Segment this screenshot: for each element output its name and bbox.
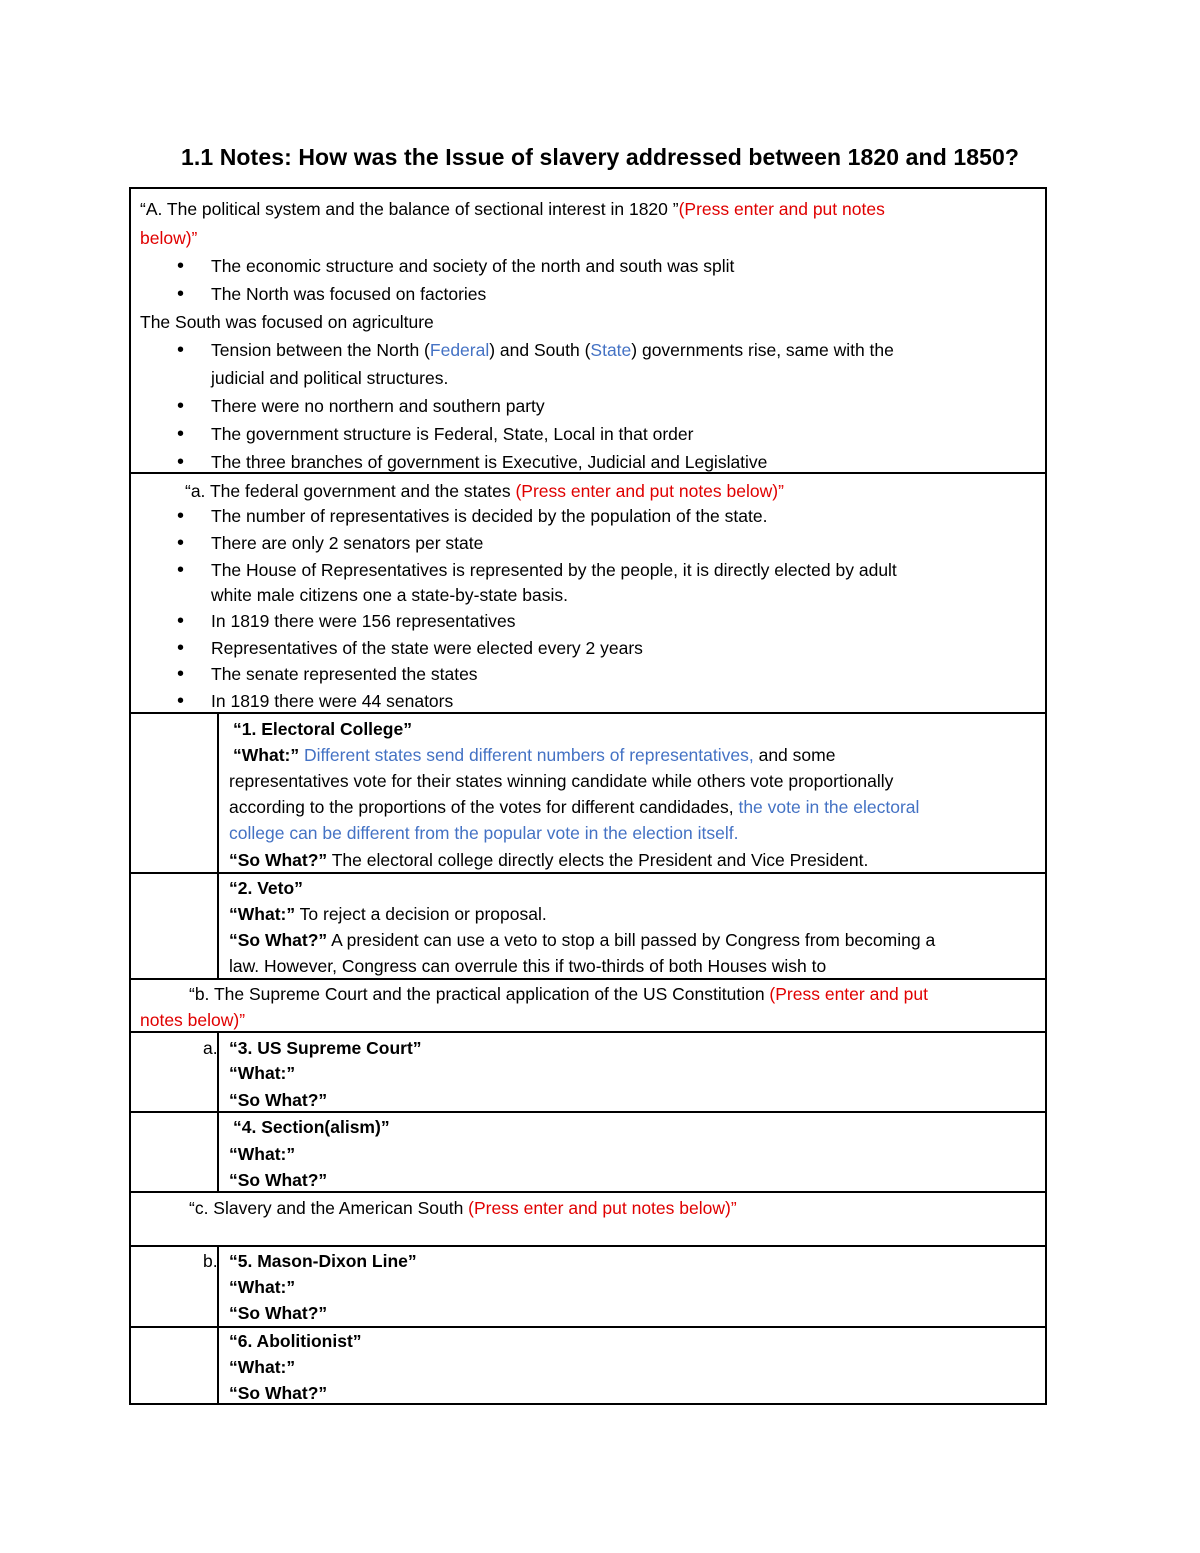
list-item: • In 1819 there were 156 representatives xyxy=(211,608,516,634)
note-text: To reject a decision or proposal. xyxy=(295,904,547,924)
note-text: The electoral college directly elects the President and Vice President. xyxy=(327,850,869,870)
section-b-prompt: (Press enter and put xyxy=(769,984,928,1004)
term-3-heading[interactable]: “3. US Supreme Court” xyxy=(229,1038,422,1058)
what-label: “What:” xyxy=(233,745,300,765)
state-highlight: State xyxy=(590,340,632,360)
section-a-prompt-cont: below)” xyxy=(140,228,198,248)
term-2-what xyxy=(229,901,547,927)
what-label: “What:” xyxy=(229,1277,296,1297)
list-item: • In 1819 there were 44 senators xyxy=(211,688,453,714)
blue-note: Different states send different numbers of representatives, xyxy=(303,745,754,765)
term-4-heading[interactable]: “4. Section(alism)” xyxy=(233,1117,390,1137)
term-1-what xyxy=(233,742,835,768)
page-title: 1.1 Notes: How was the Issue of slavery addressed between 1820 and 1850? xyxy=(180,144,1020,170)
section-small-a-title: “a. The federal government and the states xyxy=(185,481,516,501)
tension-text: ) and South ( xyxy=(489,340,591,360)
note-text: A president can use a veto to stop a bill passed by Congress from becoming a xyxy=(327,930,936,950)
term-6-heading[interactable]: “6. Abolitionist” xyxy=(229,1331,362,1351)
term-1-heading[interactable]: “1. Electoral College” xyxy=(233,719,412,739)
row-divider xyxy=(129,1245,1047,1247)
note-line: representatives vote for their states winning candidate while others vote proportionally xyxy=(229,771,894,791)
section-c-prompt: (Press enter and put notes below)” xyxy=(468,1198,737,1218)
list-item: • The government structure is Federal, State, Local in that order xyxy=(211,421,693,447)
term-5-heading[interactable]: “5. Mason-Dixon Line” xyxy=(229,1251,417,1271)
list-item: • The number of representatives is decided by the population of the state. xyxy=(211,503,767,529)
note-text: according to the proportions of the votes for different candidades, xyxy=(229,797,739,817)
what-label: “What:” xyxy=(229,1063,296,1083)
section-small-a-heading[interactable] xyxy=(185,478,784,504)
sowhat-label: “So What?” xyxy=(229,1303,328,1323)
list-item-cont: judicial and political structures. xyxy=(211,368,449,388)
list-item: • There are only 2 senators per state xyxy=(211,530,483,556)
section-b-prompt-cont: notes below)” xyxy=(140,1010,246,1030)
federal-highlight: Federal xyxy=(429,340,490,360)
section-a-heading[interactable] xyxy=(140,196,885,222)
sowhat-label: “So What?” xyxy=(229,850,328,870)
list-item: • The North was focused on factories xyxy=(211,281,486,307)
what-label: “What:” xyxy=(229,1144,296,1164)
list-marker: b. xyxy=(203,1251,218,1271)
list-item: • The House of Representatives is represented by the people, it is directly elected by adult xyxy=(211,557,897,583)
tension-text: Tension between the North ( xyxy=(211,340,430,360)
list-item: • The senate represented the states xyxy=(211,661,478,687)
blue-note: college can be different from the popular vote in the election itself. xyxy=(229,823,739,843)
section-b-title: “b. The Supreme Court and the practical application of the US Constitution xyxy=(189,984,770,1004)
section-small-a-prompt: (Press enter and put notes below)” xyxy=(515,481,784,501)
note-text: and some xyxy=(753,745,836,765)
note-line: law. However, Congress can overrule this if two-thirds of both Houses wish to xyxy=(229,956,827,976)
section-a-title: “A. The political system and the balance of sectional interest in 1820 ” xyxy=(140,199,679,219)
section-b-heading[interactable] xyxy=(189,981,928,1007)
row-divider xyxy=(129,1031,1047,1033)
column-divider xyxy=(217,712,219,978)
sowhat-label: “So What?” xyxy=(229,930,328,950)
list-item: • The economic structure and society of the north and south was split xyxy=(211,253,734,279)
section-c-heading[interactable] xyxy=(189,1195,737,1221)
list-item: • There were no northern and southern party xyxy=(211,393,545,419)
sowhat-label: “So What?” xyxy=(229,1383,328,1403)
section-a-prompt: (Press enter and put notes xyxy=(678,199,885,219)
list-item-cont: white male citizens one a state-by-state basis. xyxy=(211,585,568,605)
term-2-heading[interactable]: “2. Veto” xyxy=(229,878,303,898)
what-label: “What:” xyxy=(229,904,296,924)
sowhat-label: “So What?” xyxy=(229,1090,328,1110)
what-label: “What:” xyxy=(229,1357,296,1377)
plain-note: The South was focused on agriculture xyxy=(140,312,434,332)
term-2-sowhat xyxy=(229,927,935,953)
sowhat-label: “So What?” xyxy=(229,1170,328,1190)
blue-note: the vote in the electoral xyxy=(738,797,920,817)
note-line xyxy=(229,794,919,820)
list-item: • Representatives of the state were elected every 2 years xyxy=(211,635,643,661)
list-item xyxy=(211,337,894,363)
section-c-title: “c. Slavery and the American South xyxy=(189,1198,469,1218)
tension-text: ) governments rise, same with the xyxy=(631,340,894,360)
list-marker: a. xyxy=(203,1038,218,1058)
list-item: • The three branches of government is Executive, Judicial and Legislative xyxy=(211,449,767,475)
term-1-sowhat xyxy=(229,847,868,873)
